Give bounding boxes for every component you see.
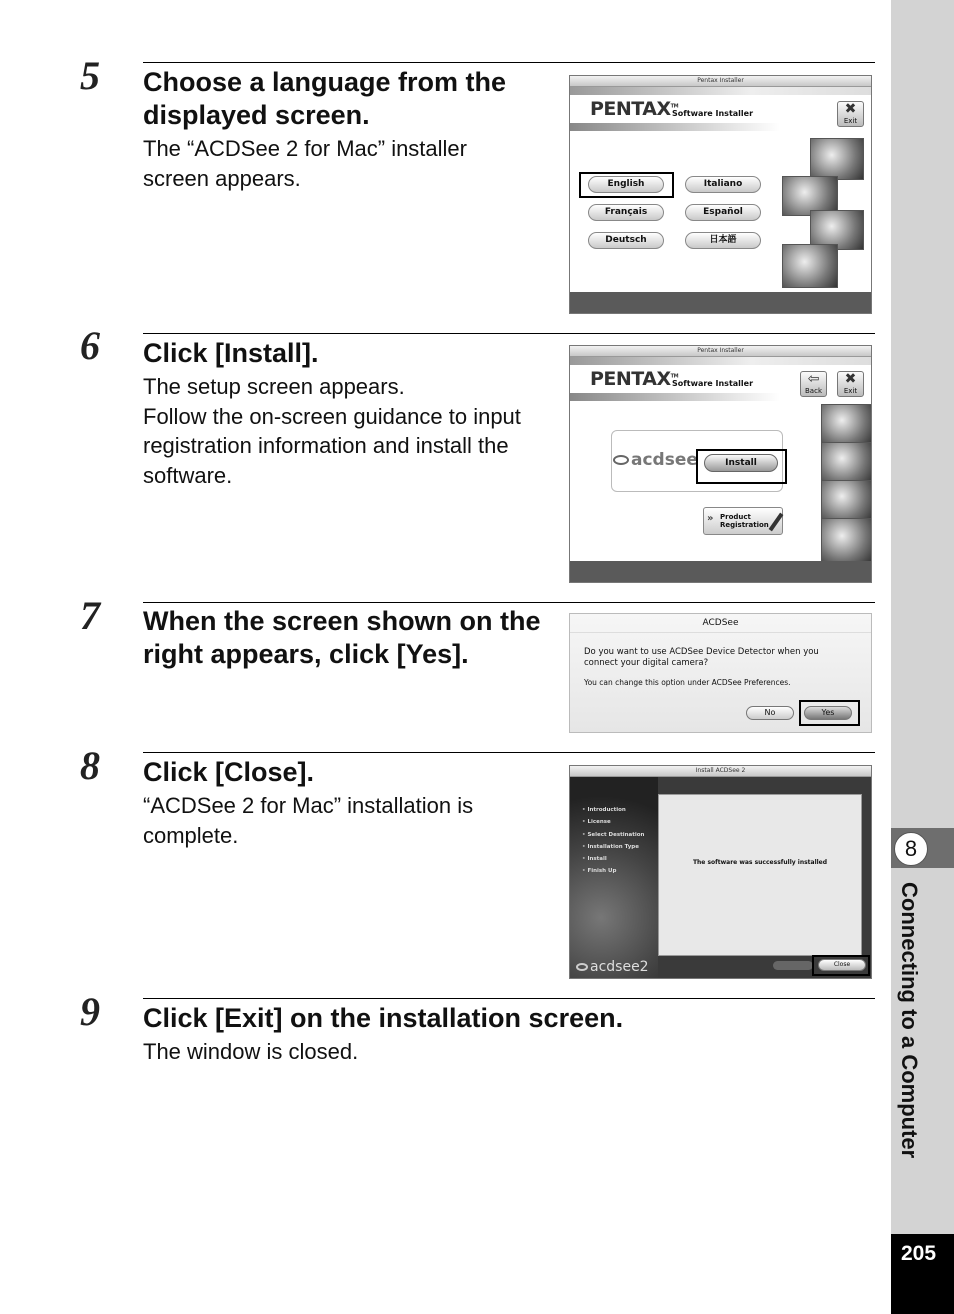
double-chevron-icon: » <box>707 513 714 524</box>
step-number: 8 <box>80 743 100 788</box>
sample-photo <box>821 404 872 444</box>
language-english-button[interactable]: English <box>588 176 664 193</box>
language-deutsch-button[interactable]: Deutsch <box>588 232 664 249</box>
window-footer <box>570 292 871 313</box>
registration-label: Product <box>720 513 751 521</box>
step-heading <box>143 605 541 671</box>
body-line: The setup screen appears. <box>143 374 405 399</box>
highlight-frame <box>696 449 787 484</box>
language-espanol-button[interactable]: Español <box>685 204 761 221</box>
installer-step: • Select Destination <box>582 829 644 841</box>
acdsee-logo: acdsee <box>613 450 698 470</box>
install-button[interactable]: Install <box>704 454 778 472</box>
installer-step: • Install <box>582 853 644 865</box>
exit-label: Exit <box>843 117 858 125</box>
step-heading <box>143 756 314 789</box>
window-footer <box>570 561 871 582</box>
exit-button[interactable] <box>837 371 864 397</box>
sample-photo <box>821 442 872 482</box>
step-heading <box>143 66 506 132</box>
step-body <box>143 791 473 850</box>
product-registration-button[interactable] <box>703 507 783 535</box>
chapter-number: 8 <box>894 832 928 866</box>
sample-photo <box>821 480 872 520</box>
yes-button[interactable]: Yes <box>804 706 852 720</box>
dialog-divider <box>570 632 871 633</box>
dialog-title: ACDSee <box>702 618 739 628</box>
highlight-frame <box>799 700 860 726</box>
close-icon: ✖ <box>844 101 857 117</box>
acdsee-eye-icon <box>613 455 629 465</box>
language-italiano-button[interactable]: Italiano <box>685 176 761 193</box>
step-heading <box>143 1002 623 1035</box>
chapter-title: Connecting to a Computer <box>897 882 922 1159</box>
back-arrow-icon: ⇦ <box>807 371 820 387</box>
heading-line: Click [Close]. <box>143 757 315 787</box>
pentax-logo: PENTAX™ <box>590 98 679 120</box>
install-screen-screenshot <box>569 345 872 583</box>
step-number: 5 <box>80 53 100 98</box>
step-number: 9 <box>80 989 100 1034</box>
window-title: Pentax Installer <box>697 347 744 354</box>
installer-step: • Introduction <box>582 804 644 816</box>
installation-complete-screenshot <box>569 765 872 979</box>
step-body <box>143 372 521 490</box>
language-japanese-button[interactable]: 日本語 <box>685 232 761 249</box>
heading-line: When the screen shown on the <box>143 606 541 636</box>
window-title: Pentax Installer <box>697 77 744 84</box>
step-rule <box>143 602 875 603</box>
sample-photo <box>782 244 838 288</box>
close-icon: ✖ <box>844 371 857 387</box>
step-heading <box>143 337 319 370</box>
body-line: “ACDSee 2 for Mac” installation is <box>143 793 474 818</box>
body-line: The window is closed. <box>143 1039 359 1064</box>
heading-line: Click [Exit] on the installation screen. <box>143 1003 624 1033</box>
acdsee2-logo: acdsee2 <box>576 959 649 975</box>
language-screen-screenshot <box>569 75 872 314</box>
header-band-lower <box>570 123 780 131</box>
step-rule <box>143 998 875 999</box>
close-button[interactable]: Close <box>818 959 866 971</box>
language-francais-button[interactable]: Français <box>588 204 664 221</box>
window-title: Install ACDSee 2 <box>695 767 746 774</box>
installer-subtitle: Software Installer <box>672 109 754 118</box>
header-band-lower <box>570 393 780 401</box>
installer-subtitle: Software Installer <box>672 379 754 388</box>
dialog-note: You can change this option under ACDSee Preferences. <box>584 678 791 687</box>
sample-photo <box>810 138 864 180</box>
step-rule <box>143 752 875 753</box>
exit-label: Exit <box>843 387 858 395</box>
header-band <box>570 87 871 95</box>
body-line: Follow the on-screen guidance to input <box>143 403 521 429</box>
step-number: 6 <box>80 323 100 368</box>
success-message: The software was successfully installed <box>692 859 828 866</box>
highlight-frame <box>579 172 674 198</box>
pentax-logo: PENTAX™ <box>590 368 679 390</box>
device-detector-dialog-screenshot <box>569 613 872 733</box>
back-label: Back <box>805 387 822 395</box>
step-rule <box>143 333 875 334</box>
heading-line: Click [Install]. <box>143 338 319 368</box>
step-rule <box>143 62 875 63</box>
dialog-question: Do you want to use ACDSee Device Detector when you connect your digital camera? <box>584 647 819 668</box>
installer-steps-list <box>582 804 644 878</box>
page-number: 205 <box>900 1242 937 1265</box>
installer-step: • License <box>582 816 644 828</box>
installer-content-pane <box>658 794 862 956</box>
step-number: 7 <box>80 593 100 638</box>
body-line: screen appears. <box>143 165 301 191</box>
heading-line: Choose a language from the <box>143 67 507 97</box>
installer-step: • Finish Up <box>582 865 644 877</box>
back-button[interactable] <box>800 371 827 397</box>
window-titlebar <box>570 766 871 777</box>
heading-line: displayed screen. <box>143 100 370 130</box>
body-line: The “ACDSee 2 for Mac” installer <box>143 136 467 161</box>
no-button[interactable]: No <box>746 706 794 720</box>
body-line: complete. <box>143 822 239 848</box>
go-back-button-disabled <box>773 961 813 970</box>
header-band <box>570 357 871 365</box>
installer-step: • Installation Type <box>582 841 644 853</box>
exit-button[interactable] <box>837 101 864 127</box>
heading-line: right appears, click [Yes]. <box>143 639 469 669</box>
window-titlebar <box>570 76 871 87</box>
step-body <box>143 1037 358 1067</box>
acdsee-eye-icon <box>576 963 588 971</box>
step-body <box>143 134 467 193</box>
body-line: registration information and install the <box>143 433 509 458</box>
window-titlebar <box>570 346 871 357</box>
body-line: software. <box>143 462 233 488</box>
sample-photo <box>821 518 872 562</box>
highlight-frame <box>812 955 870 976</box>
registration-label: Registration <box>720 521 769 529</box>
